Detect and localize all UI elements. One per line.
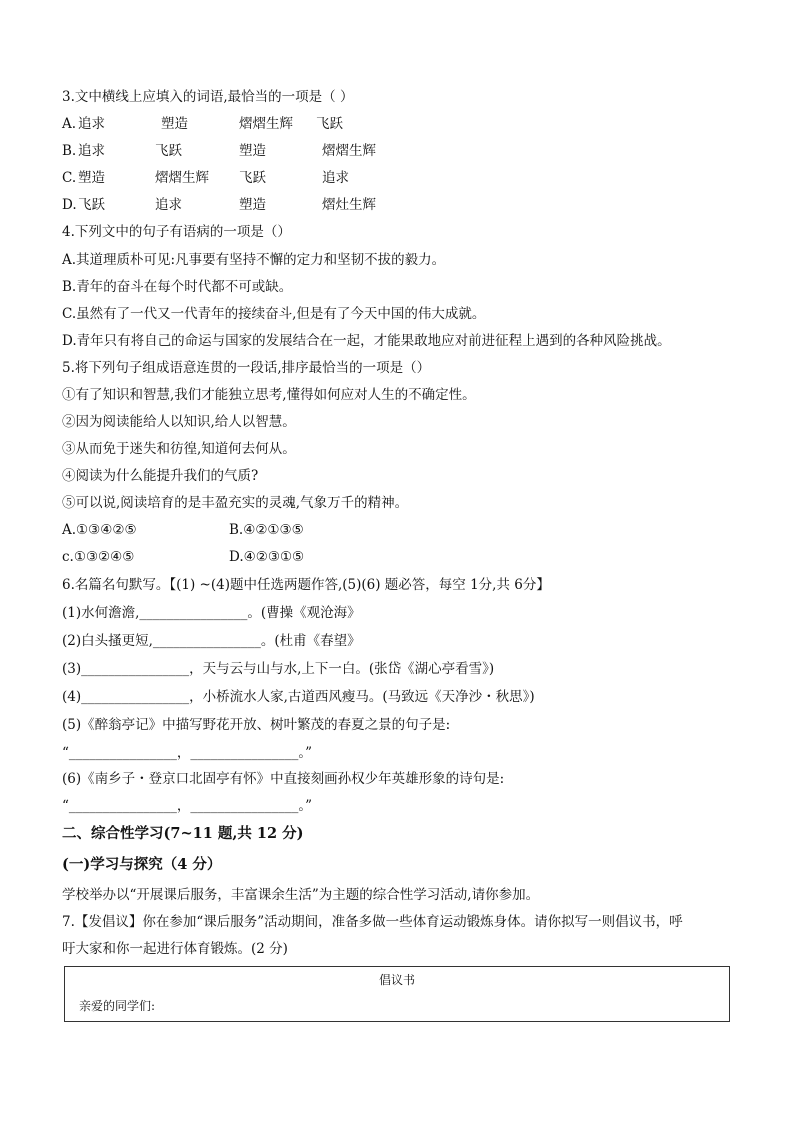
q5-option-d: D.④②③①⑤ <box>229 549 305 565</box>
q4-stem: 4.下列文中的句子有语病的一项是（） <box>62 224 291 240</box>
q4-option-a: A.其道理质朴可见:凡事要有坚持不懈的定力和坚韧不拔的毅力。 <box>62 252 446 268</box>
proposal-greeting: 亲爱的同学们: <box>79 999 156 1013</box>
section-2-title: 二、综合性学习(7~11 题,共 12 分) <box>62 825 304 842</box>
q6-stem: 6.名篇名句默写。【(1) ~(4)题中任选两题作答,(5)(6) 题必答，每空 1分,共 6分】 <box>62 577 550 593</box>
q5-stem: 5.将下列句子组成语意连贯的一段话,排序最恰当的一项是（） <box>62 360 431 376</box>
q6-item-5: (5)《醉翁亭记》中描写野花开放、树叶繁茂的春夏之景的句子是: <box>62 717 451 733</box>
q6-item-1: (1)水何澹澹,________________。(曹操《观沧海》 <box>62 605 361 621</box>
section-2-subtitle: (一)学习与探究（4 分） <box>62 856 222 873</box>
q6-item-2: (2)白头搔更短,________________。(杜甫《春望》 <box>62 633 361 649</box>
q7-line-2: 吁大家和你一起进行体育锻炼。(2 分) <box>62 941 288 957</box>
q6-item-4: (4)________________，小桥流水人家,古道西风瘦马。(马致远《天净沙・秋思》) <box>62 689 535 705</box>
q5-sentence-2: ②因为阅读能给人以知识,给人以智慧。 <box>62 414 296 430</box>
section-2-intro: 学校举办以“开展课后服务，丰富课余生活”为主题的综合性学习活动,请你参加。 <box>62 887 540 903</box>
q6-item-5-blanks: “________________，________________。” <box>62 745 313 761</box>
q4-option-d: D.青年只有将自己的命运与国家的发展结合在一起，才能果敢地应对前进征程上遇到的各种风险挑战。 <box>62 333 671 349</box>
q5-sentence-4: ④阅读为什么能提升我们的气质? <box>62 468 259 484</box>
q5-option-b: B.④②①③⑤ <box>229 522 304 538</box>
q5-option-c: c.①③②④⑤ <box>62 549 135 565</box>
q6-item-6: (6)《南乡子・登京口北固亭有怀》中直接刻画孙权少年英雄形象的诗句是: <box>62 771 505 787</box>
q6-item-3: (3)________________，天与云与山与水,上下一白。(张岱《湖心亭看雪》) <box>62 661 495 677</box>
q5-option-a: A.①③④②⑤ <box>62 522 137 538</box>
q5-sentence-3: ③从而免于迷失和彷徨,知道何去何从。 <box>62 441 296 457</box>
proposal-title: 倡议书 <box>378 973 415 987</box>
q4-option-c: C.虽然有了一代又一代青年的接续奋斗,但是有了今天中国的伟大成就。 <box>62 306 486 322</box>
q3-stem: 3.文中横线上应填入的词语,最恰当的一项是（ ） <box>62 89 354 105</box>
proposal-answer-box[interactable] <box>64 966 730 1022</box>
q5-sentence-1: ①有了知识和智慧,我们才能独立思考,懂得如何应对人生的不确定性。 <box>62 387 476 403</box>
q5-sentence-5: ⑤可以说,阅读培育的是丰盈充实的灵魂,气象万千的精神。 <box>62 495 409 511</box>
q7-line-1: 7.【发倡议】你在参加“课后服务”活动期间，准备多做一些体育运动锻炼身体。请你拟写一则倡议书，呼 <box>62 914 683 930</box>
q4-option-b: B.青年的奋斗在每个时代都不可或缺。 <box>62 279 293 295</box>
q6-item-6-blanks: “________________，________________。” <box>62 798 313 814</box>
